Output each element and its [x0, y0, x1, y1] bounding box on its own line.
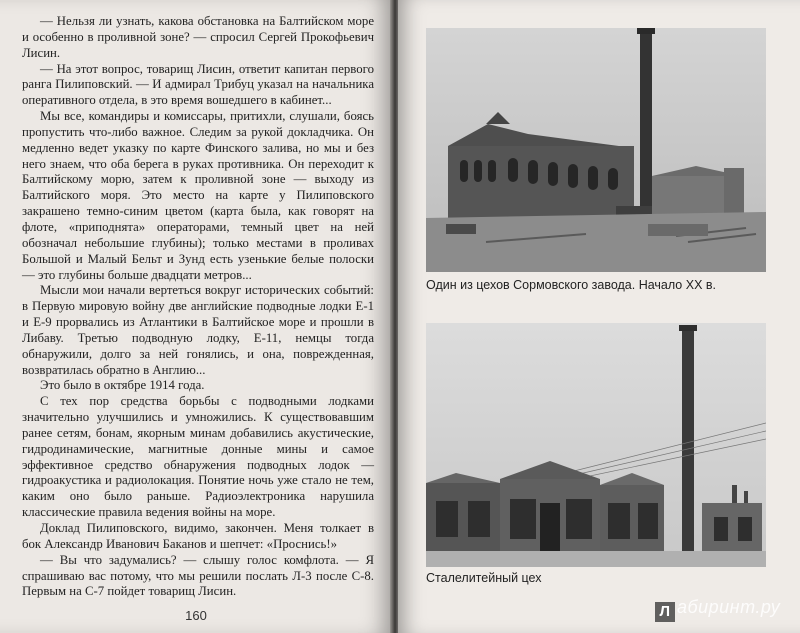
- factory-photo: [426, 28, 766, 272]
- paragraph: — Нельзя ли узнать, какова обстановка на Балтийском море и особенно в проливной зоне? — спросил Сергей Прокофьевич Лисин.: [22, 14, 374, 60]
- factory-photo-image: [426, 28, 766, 272]
- page-number: 160: [185, 608, 207, 623]
- paragraph: — На этот вопрос, товарищ Лисин, ответит капитан первого ранга Пилиповский. — И адмирал Трибуц указал на начальника оперативного отдела, в это время вошедшего в кабинет...: [22, 61, 374, 108]
- paragraph: Мы все, командиры и комиссары, притихли, слушали, боясь пропустить что-либо важное. Следим за рукой докладчика. Он медленно ведет указку по карте Финского залива, но мы и без него знаем, что оба берега в руках противника. Он переходит к Балтийскому морю, затем к проливной зоне — выходу из Балтийского моря. Это место на карте у Пилиповского закрашено темно-синим цветом (карта была, как говорят на флоте, «приподнята» операторами, темный цвет на ней обозначал небольшие глубины); только местами в проливах Большой и Малый Бельт и Зунд есть узенькие белые полоски — это глубины больше двадцати метров...: [22, 109, 374, 282]
- watermark-text: абиринт.ру: [677, 597, 781, 617]
- body-text: [22, 14, 374, 600]
- paragraph: С тех пор средства борьбы с подводными лодками значительно улучшились и умножились. К существовавшим ранее сетям, бонам, якорным минам добавились акустические, гидродинамические, магнитные донные мины и самое эффективное средство обнаружения подводных лодок — гидроакустика и радиолокация. Понятие ночь уже стало не тем, каким оно было раньше. Радиоэлектроника нарушила классические правила ведения войны на море.: [22, 394, 374, 520]
- store-watermark: [655, 597, 780, 622]
- photo-caption: Один из цехов Сормовского завода. Начало XX в.: [426, 278, 716, 292]
- paragraph: Доклад Пилиповского, видимо, закончен. Меня толкает в бок Александр Иванович Баканов и шепчет: «Проснись!»: [22, 521, 374, 551]
- foundry-photo-image: [426, 323, 766, 567]
- foundry-photo: [426, 323, 766, 567]
- paragraph: Мысли мои начали вертеться вокруг исторических событий: в Первую мировую войну две английские подводные лодки Е-1 и Е-9 прорвались из Атлантики в Балтийское море и прошли в Либаву. Третью подводную лодку, Е-11, немцы тогда обнаружили, долго за ней гонялись, и она, поврежденная, возвратилась обратно в Англию...: [22, 283, 374, 377]
- photo-caption: Сталелитейный цех: [426, 571, 542, 585]
- watermark-logo-icon: Л: [655, 602, 675, 622]
- paragraph: — Вы что задумались? — слышу голос комфлота. — Я спрашиваю вас потому, что мы решили послать Л-3 после С-8. Первым на С-7 пойдет товарищ Лисин.: [22, 552, 374, 599]
- left-page: [0, 0, 392, 633]
- paragraph: Это было в октябре 1914 года.: [40, 378, 205, 393]
